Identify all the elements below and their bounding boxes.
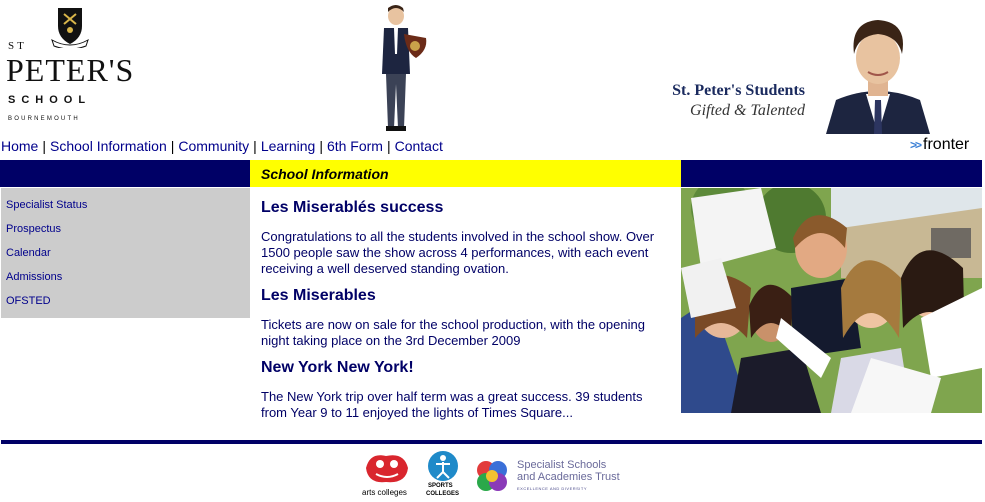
nav-separator: |	[386, 138, 391, 154]
nav-separator: |	[253, 138, 257, 154]
logo-town-text: BOURNEMOUTH	[8, 116, 80, 122]
nav-school-information[interactable]: School Information	[50, 138, 167, 154]
students-group-photo	[681, 188, 982, 413]
sidebar-item-admissions[interactable]: Admissions	[6, 271, 63, 283]
student-with-trophy-image	[370, 4, 430, 134]
logo-school-text: SCHOOL	[8, 94, 92, 106]
nav-community[interactable]: Community	[178, 138, 250, 154]
footer-logos	[360, 450, 630, 500]
nav-separator: |	[319, 138, 323, 154]
article-title[interactable]: Les Miserables	[261, 287, 376, 304]
sidebar-item-specialist-status[interactable]: Specialist Status	[6, 199, 88, 211]
logo-st-text: ST	[8, 40, 27, 52]
article-title[interactable]: New York New York!	[261, 359, 414, 376]
tagline-line1: St. Peter's Students	[672, 82, 805, 99]
arts-colleges-logo[interactable]	[360, 450, 414, 500]
nav-separator: |	[42, 138, 46, 154]
ssat-logo[interactable]	[472, 450, 630, 500]
nav-contact[interactable]: Contact	[394, 138, 443, 154]
sidebar-item-prospectus[interactable]: Prospectus	[6, 223, 62, 235]
section-title-bar	[250, 160, 681, 187]
article-body: The New York trip over half term was a great success. 39 students from Year 9 to 11 enjoyed the lights of Times Square...	[261, 389, 643, 420]
fronter-arrows-icon: >>	[910, 138, 921, 152]
article-title[interactable]: Les Miserablés success	[261, 199, 444, 216]
sports-colleges-icon	[426, 450, 460, 482]
student-portrait-image	[826, 16, 930, 134]
sports-colleges-logo[interactable]	[426, 450, 460, 500]
footer-divider	[1, 440, 982, 444]
ssat-line1: Specialist Schools	[517, 459, 607, 471]
school-crest-icon	[50, 6, 90, 48]
sidebar	[1, 188, 250, 318]
article-body: Congratulations to all the students involved in the school show. Over 1500 people saw the show across 4 performances, with each event receiving a well deserved standing ovation.	[261, 229, 655, 276]
sidebar-item-ofsted[interactable]: OFSTED	[6, 295, 51, 307]
section-title: School Information	[261, 166, 389, 182]
tagline-line2: Gifted & Talented	[690, 102, 805, 119]
fronter-label: fronter	[923, 136, 970, 153]
article-body: Tickets are now on sale for the school production, with the opening night taking place on the 3rd December 2009	[261, 317, 645, 348]
school-logo[interactable]	[4, 4, 135, 128]
nav-home[interactable]: Home	[1, 138, 39, 154]
sports-text-top: SPORTS	[428, 483, 453, 489]
top-nav	[1, 138, 443, 154]
arts-colleges-text: arts colleges	[362, 488, 407, 497]
tagline	[640, 82, 805, 120]
sports-text-bottom: COLLEGES	[426, 491, 460, 497]
right-header-bar	[681, 160, 982, 187]
sidebar-item-calendar[interactable]: Calendar	[6, 247, 51, 259]
ssat-icon	[472, 456, 512, 496]
ssat-line2: and Academies Trust	[517, 471, 620, 483]
logo-name-text: PETER'S	[6, 52, 135, 88]
nav-separator: |	[170, 138, 175, 154]
ssat-subtitle: EXCELLENCE AND DIVERSITY	[517, 486, 588, 491]
nav-learning[interactable]: Learning	[260, 138, 316, 154]
fronter-link[interactable]	[910, 136, 969, 154]
arts-colleges-icon	[360, 450, 414, 486]
left-header-bar	[0, 160, 250, 187]
nav-6th-form[interactable]: 6th Form	[326, 138, 383, 154]
